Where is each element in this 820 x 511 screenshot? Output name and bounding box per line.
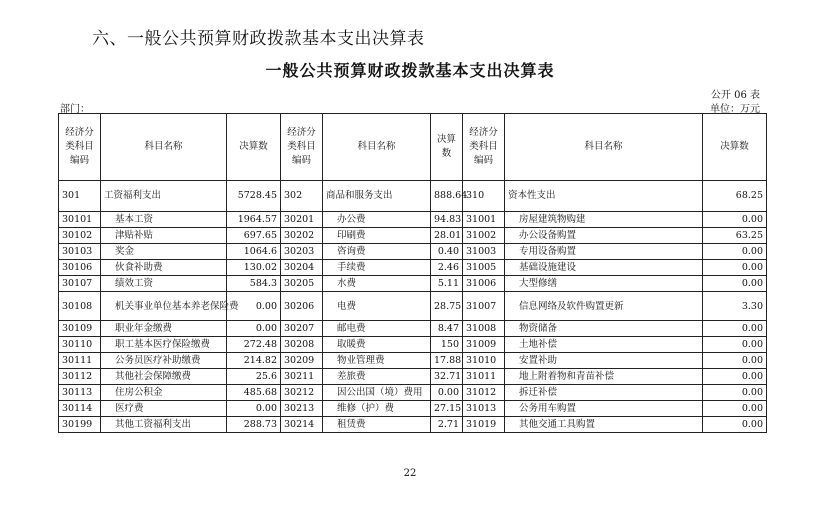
row-name-1: 职工基本医疗保险缴费 [101, 337, 227, 353]
row-code-2: 302 [281, 181, 323, 212]
row-amount-1: 0.00 [227, 401, 281, 417]
page-number: 22 [403, 468, 417, 479]
row-code-1: 30103 [59, 244, 101, 260]
row-code-2: 30202 [281, 228, 323, 244]
table-row [59, 321, 767, 337]
row-amount-1: 288.73 [227, 417, 281, 433]
row-code-2: 30214 [281, 417, 323, 433]
row-code-2: 30201 [281, 212, 323, 228]
row-name-2: 取暖费 [323, 337, 431, 353]
header-amount-2: 决算数 [431, 114, 463, 181]
row-amount-3: 0.00 [703, 385, 767, 401]
department-label: 部门： [60, 104, 90, 115]
row-name-1: 职业年金缴费 [101, 321, 227, 337]
row-name-1: 医疗费 [101, 401, 227, 417]
row-code-3: 31013 [463, 401, 505, 417]
row-code-1: 30113 [59, 385, 101, 401]
row-name-2: 印刷费 [323, 228, 431, 244]
row-name-3: 资本性支出 [505, 181, 703, 212]
row-amount-1: 697.65 [227, 228, 281, 244]
row-code-3: 31011 [463, 369, 505, 385]
row-code-1: 30110 [59, 337, 101, 353]
header-name-3: 科目名称 [505, 114, 703, 181]
row-name-3: 其他交通工具购置 [505, 417, 703, 433]
row-name-3: 拆迁补偿 [505, 385, 703, 401]
row-name-3: 地上附着物和青苗补偿 [505, 369, 703, 385]
row-amount-2: 17.88 [431, 353, 463, 369]
table-row [59, 228, 767, 244]
unit-label: 单位：万元 [710, 104, 760, 115]
row-name-3: 信息网络及软件购置更新 [505, 292, 703, 321]
row-amount-3: 0.00 [703, 260, 767, 276]
table-title: 一般公共预算财政拨款基本支出决算表 [265, 61, 555, 80]
row-amount-3: 0.00 [703, 212, 767, 228]
row-amount-3: 0.00 [703, 276, 767, 292]
table-row [59, 337, 767, 353]
table-row [59, 212, 767, 228]
row-name-1: 绩效工资 [101, 276, 227, 292]
row-amount-1: 485.68 [227, 385, 281, 401]
row-amount-1: 0.00 [227, 292, 281, 321]
row-name-2: 办公费 [323, 212, 431, 228]
row-name-3: 基础设施建设 [505, 260, 703, 276]
row-amount-2: 2.71 [431, 417, 463, 433]
table-row [59, 292, 767, 321]
row-name-1: 机关事业单位基本养老保险费 [101, 292, 227, 321]
row-name-1: 津贴补贴 [101, 228, 227, 244]
row-name-2: 电费 [323, 292, 431, 321]
row-amount-1: 25.6 [227, 369, 281, 385]
row-code-3: 31019 [463, 417, 505, 433]
row-code-1: 30108 [59, 292, 101, 321]
table-row [59, 353, 767, 369]
row-code-3: 31003 [463, 244, 505, 260]
row-amount-1: 1064.6 [227, 244, 281, 260]
row-code-3: 310 [463, 181, 505, 212]
section-title: 六、一般公共预算财政拨款基本支出决算表 [92, 29, 425, 49]
row-amount-3: 0.00 [703, 369, 767, 385]
table-row [59, 244, 767, 260]
row-code-1: 30199 [59, 417, 101, 433]
row-amount-2: 5.11 [431, 276, 463, 292]
row-name-2: 水费 [323, 276, 431, 292]
row-name-2: 物业管理费 [323, 353, 431, 369]
header-code-2: 经济分类科目编码 [281, 114, 323, 181]
row-name-3: 土地补偿 [505, 337, 703, 353]
row-amount-2: 150 [431, 337, 463, 353]
expenditure-table [58, 113, 767, 433]
row-name-3: 公务用车购置 [505, 401, 703, 417]
row-code-1: 30101 [59, 212, 101, 228]
row-code-3: 31012 [463, 385, 505, 401]
table-row [59, 276, 767, 292]
row-amount-1: 272.48 [227, 337, 281, 353]
row-name-1: 其他工资福利支出 [101, 417, 227, 433]
row-amount-1: 214.82 [227, 353, 281, 369]
table-row [59, 385, 767, 401]
row-name-1: 奖金 [101, 244, 227, 260]
row-amount-2: 27.15 [431, 401, 463, 417]
row-code-1: 30109 [59, 321, 101, 337]
row-name-2: 维修（护）费 [323, 401, 431, 417]
row-amount-2: 32.71 [431, 369, 463, 385]
row-amount-2: 0.00 [431, 385, 463, 401]
row-name-1: 公务员医疗补助缴费 [101, 353, 227, 369]
row-amount-2: 94.83 [431, 212, 463, 228]
row-code-3: 31007 [463, 292, 505, 321]
row-name-3: 物资储备 [505, 321, 703, 337]
row-code-1: 30106 [59, 260, 101, 276]
table-header-row [59, 114, 767, 181]
row-name-2: 手续费 [323, 260, 431, 276]
header-code-1: 经济分类科目编码 [59, 114, 101, 181]
row-code-3: 31010 [463, 353, 505, 369]
row-amount-3: 0.00 [703, 417, 767, 433]
row-code-2: 30209 [281, 353, 323, 369]
row-code-1: 301 [59, 181, 101, 212]
row-amount-1: 5728.45 [227, 181, 281, 212]
header-name-2: 科目名称 [323, 114, 431, 181]
row-code-3: 31006 [463, 276, 505, 292]
row-amount-3: 68.25 [703, 181, 767, 212]
row-code-2: 30211 [281, 369, 323, 385]
row-amount-2: 8.47 [431, 321, 463, 337]
row-name-3: 专用设备购置 [505, 244, 703, 260]
header-name-1: 科目名称 [101, 114, 227, 181]
row-amount-2: 28.75 [431, 292, 463, 321]
row-code-1: 30102 [59, 228, 101, 244]
row-amount-3: 0.00 [703, 321, 767, 337]
row-name-3: 大型修缮 [505, 276, 703, 292]
row-code-2: 30203 [281, 244, 323, 260]
row-amount-1: 1964.57 [227, 212, 281, 228]
row-amount-2: 0.40 [431, 244, 463, 260]
header-code-3: 经济分类科目编码 [463, 114, 505, 181]
row-name-1: 伙食补助费 [101, 260, 227, 276]
table-row [59, 181, 767, 212]
table-row [59, 417, 767, 433]
row-amount-2: 888.64 [431, 181, 463, 212]
row-code-2: 30205 [281, 276, 323, 292]
row-code-2: 30206 [281, 292, 323, 321]
row-amount-3: 0.00 [703, 244, 767, 260]
table-row [59, 260, 767, 276]
row-code-2: 30213 [281, 401, 323, 417]
row-code-3: 31008 [463, 321, 505, 337]
header-amount-1: 决算数 [227, 114, 281, 181]
row-name-2: 租赁费 [323, 417, 431, 433]
row-code-1: 30114 [59, 401, 101, 417]
row-amount-1: 584.3 [227, 276, 281, 292]
row-amount-2: 2.46 [431, 260, 463, 276]
table-row [59, 369, 767, 385]
row-name-2: 因公出国（境）费用 [323, 385, 431, 401]
row-code-3: 31009 [463, 337, 505, 353]
row-amount-1: 0.00 [227, 321, 281, 337]
row-amount-3: 63.25 [703, 228, 767, 244]
table-body [59, 181, 767, 433]
row-code-3: 31005 [463, 260, 505, 276]
row-name-2: 咨询费 [323, 244, 431, 260]
row-name-2: 邮电费 [323, 321, 431, 337]
row-amount-1: 130.02 [227, 260, 281, 276]
row-code-2: 30208 [281, 337, 323, 353]
table-row [59, 401, 767, 417]
row-code-2: 30207 [281, 321, 323, 337]
row-code-3: 31002 [463, 228, 505, 244]
row-amount-3: 3.30 [703, 292, 767, 321]
row-name-1: 住房公积金 [101, 385, 227, 401]
row-name-1: 基本工资 [101, 212, 227, 228]
row-code-1: 30112 [59, 369, 101, 385]
row-amount-3: 0.00 [703, 353, 767, 369]
row-code-3: 31001 [463, 212, 505, 228]
row-name-3: 办公设备购置 [505, 228, 703, 244]
row-name-1: 其他社会保障缴费 [101, 369, 227, 385]
row-name-3: 房屋建筑物购建 [505, 212, 703, 228]
row-code-2: 30204 [281, 260, 323, 276]
row-name-1: 工资福利支出 [101, 181, 227, 212]
form-number: 公开 06 表 [710, 90, 760, 101]
row-name-2: 差旅费 [323, 369, 431, 385]
header-amount-3: 决算数 [703, 114, 767, 181]
row-name-3: 安置补助 [505, 353, 703, 369]
row-code-1: 30111 [59, 353, 101, 369]
row-name-2: 商品和服务支出 [323, 181, 431, 212]
row-amount-2: 28.01 [431, 228, 463, 244]
row-code-2: 30212 [281, 385, 323, 401]
row-code-1: 30107 [59, 276, 101, 292]
row-amount-3: 0.00 [703, 337, 767, 353]
row-amount-3: 0.00 [703, 401, 767, 417]
